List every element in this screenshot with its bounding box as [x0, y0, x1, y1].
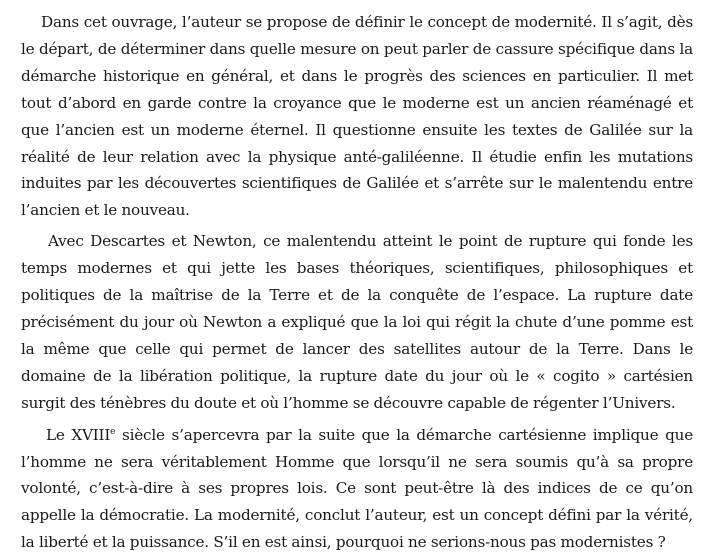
paragraph-1: Dans cet ouvrage, l’auteur se propose de définir le concept de modernité. Il s’agit, dès le départ, de déterminer dans quelle mesure on peut parler de cassure spécifique dans la démarche historique en général, et dans le progrès des sciences en particulier. Il met tout d’abord en garde contre la croyance que le moderne est un ancien réaménagé et que l’ancien est un moderne éternel. Il questionne ensuite les textes de Galilée sur la réalité de leur relation avec la physique anté-galiléenne. Il étudie enfin les mutations induites par les découvertes scientifiques de Galilée et s’arrête sur le malentendu entre l’ancien et le nouveau. — [21, 13, 693, 220]
document-body — [21, 9, 693, 556]
paragraph-3 — [21, 422, 693, 556]
century-superscript: e — [110, 426, 116, 437]
paragraph-3-text: siècle s’apercevra par la suite que la démarche cartésienne implique que l’homme ne sera véritablement Homme que lorsqu’il ne sera soumis qu’à sa propre volonté, c’est-à-dire à ses propres lois. Ce sont peut-être là des indices de ce qu’on appelle la démocratie. La modernité, conclut l’auteur, est un concept défini par la vérité, la liberté et la puissance. S’il en est ainsi, pourquoi ne serions-nous pas modernistes ? — [21, 425, 693, 552]
paragraph-2: Avec Descartes et Newton, ce malentendu atteint le point de rupture qui fonde les temps modernes et qui jette les bases théoriques, scientifiques, philosophiques et politiques de la maîtrise de la Terre et de la conquête de l’espace. La rupture date précisément du jour où Newton a expliqué que la loi qui régit la chute d’une pomme est la même que celle qui permet de lancer des satellites autour de la Terre. Dans le domaine de la libération politique, la rupture date du jour où le « cogito » cartésien surgit des ténèbres du doute et où l’homme se découvre capable de régenter l’Univers. — [21, 232, 693, 412]
century-label: Le XVIII — [46, 425, 111, 444]
